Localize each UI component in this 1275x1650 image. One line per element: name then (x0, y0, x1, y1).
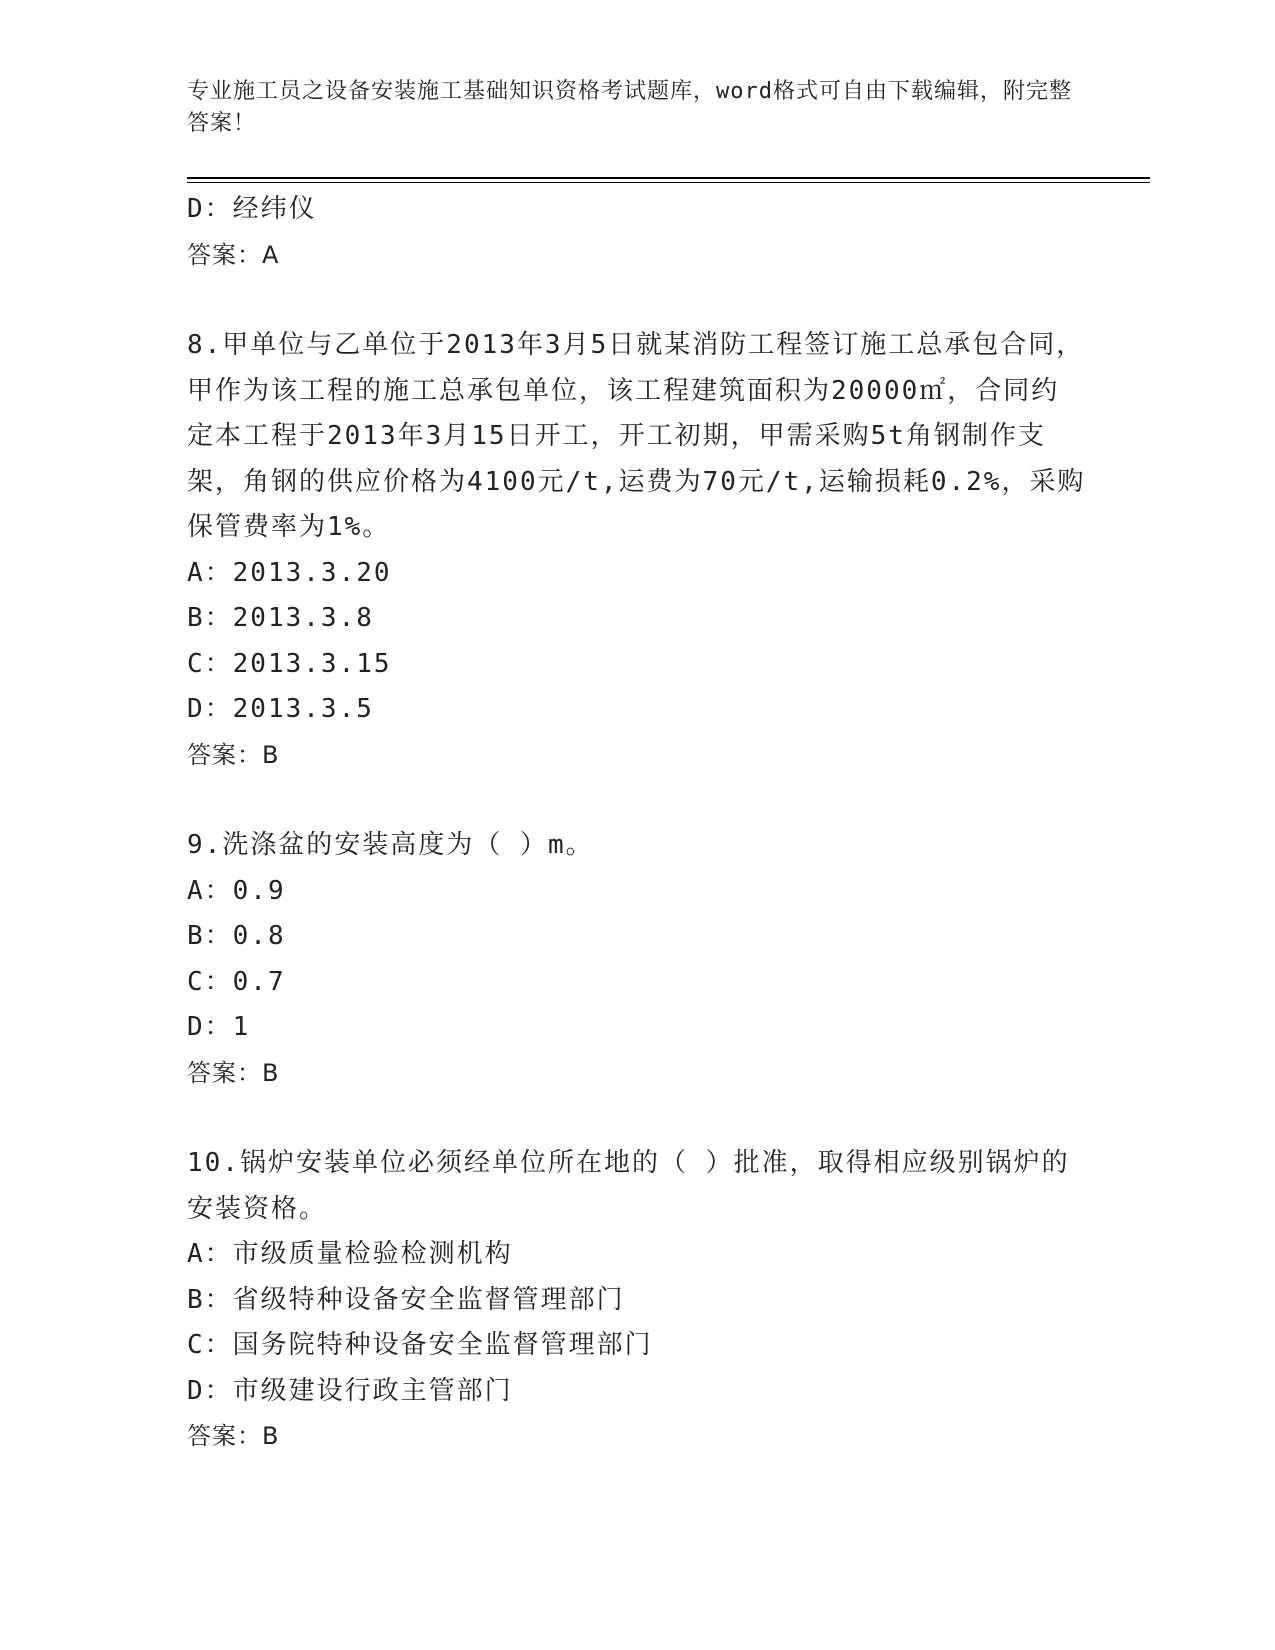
question-text: 9.洗涤盆的安装高度为（ ）m。 (187, 830, 594, 860)
header-rule-thick (187, 177, 1150, 179)
header-rule-thin (187, 182, 1150, 183)
option-a: A：0.9 (187, 875, 286, 906)
option-d: D：市级建设行政主管部门 (187, 1375, 513, 1406)
question-9 (187, 823, 1087, 1096)
answer: 答案：B (187, 1422, 280, 1450)
question-text: 10.锅炉安装单位必须经单位所在地的（ ）批准，取得相应级别锅炉的安装资格。 (187, 1148, 1070, 1224)
option-c: C：0.7 (187, 966, 286, 997)
answer: 答案：B (187, 1058, 280, 1087)
answer: 答案：B (187, 740, 280, 769)
option-d: D：1 (187, 1012, 251, 1042)
option-a: A：市级质量检验检测机构 (187, 1239, 513, 1269)
option-b: B：省级特种设备安全监督管理部门 (187, 1284, 625, 1315)
option-c: C：2013.3.15 (187, 648, 392, 679)
option-b: B：2013.3.8 (187, 603, 374, 633)
question-list (187, 187, 1087, 1460)
option-b: B：0.8 (187, 921, 286, 951)
option-d: D：2013.3.5 (187, 694, 374, 724)
question-8 (187, 323, 1087, 778)
option-a: A：2013.3.20 (187, 557, 392, 588)
option-c: C：国务院特种设备安全监督管理部门 (187, 1330, 653, 1360)
question-10 (187, 1141, 1087, 1460)
prev-answer: 答案：A (187, 240, 280, 269)
prev-option-d: D：经纬仪 (187, 194, 317, 224)
question-text: 8.甲单位与乙单位于2013年3月5日就某消防工程签订施工总承包合同，甲作为该工程的施工总承包单位，该工程建筑面积为20000㎡，合同约定本工程于2013年3月15日开工，开工初期，甲需采购5t角钢制作支架，角钢的供应价格为4100元/t,运费为70元/t,运输损耗0.2%，采购保管费率为1%。 (187, 330, 1086, 542)
document-header: 专业施工员之设备安装施工基础知识资格考试题库，word格式可自由下载编辑，附完整答案！ (187, 79, 1072, 136)
